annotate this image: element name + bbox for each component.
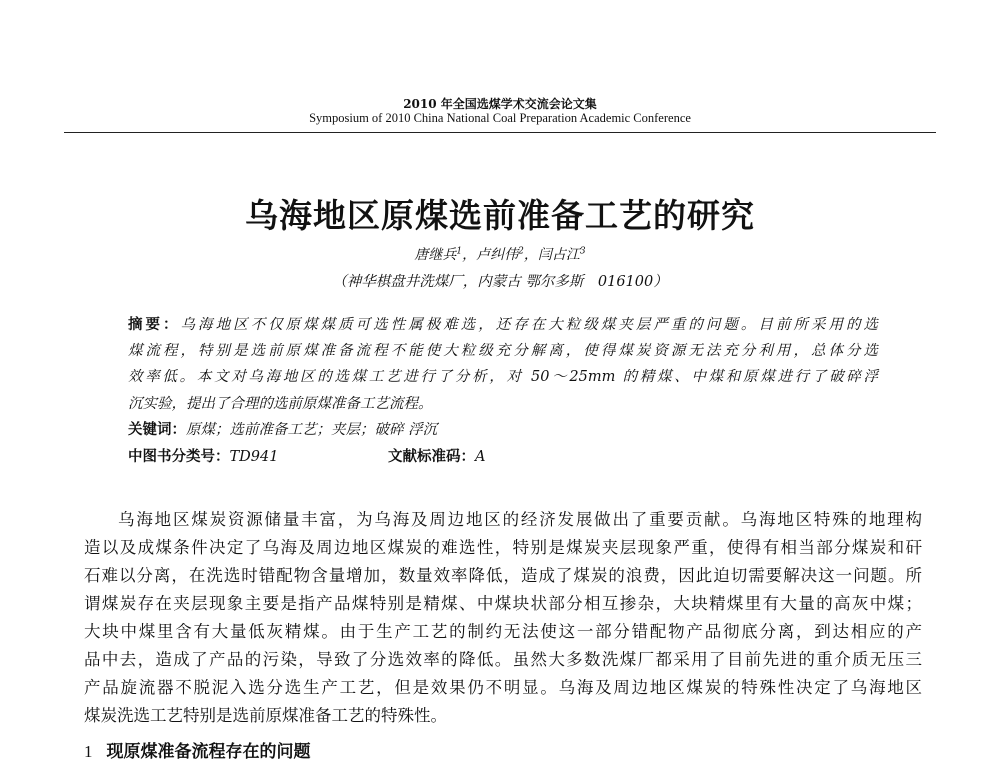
document-code-value: A [475,449,486,465]
body-line: 乌海地区煤炭资源储量丰富，为乌海及周边地区的经济发展做出了重要贡献。乌海地区特殊的地理构 [118,510,922,529]
paper-title: 乌海地区原煤选前准备工艺的研究 [245,196,755,235]
running-header-chinese: 2010 年全国选煤学术交流会论文集 [403,97,597,111]
section-heading [84,737,311,762]
body-line: 石难以分离，在洗选时错配物含量增加，数量效率降低，造成了煤炭的浪费，因此迫切需要解决这一问题。所 [84,566,922,585]
keywords [128,420,437,440]
keywords-value: 原煤；选前准备工艺；夹层；破碎 浮沉 [186,422,438,438]
document-code [388,447,485,467]
section-number: 1 [84,742,93,761]
body-line: 品中去，造成了产品的污染，导致了分选效率的降低。虽然大多数洗煤厂都采用了目前先进的重介质无压三 [84,650,922,669]
body-line: 谓煤炭存在夹层现象主要是指产品煤特别是精煤、中煤块状部分相互掺杂，大块精煤里有大量的高灰中煤； [84,594,922,613]
body-line: 煤炭洗选工艺特别是选前原煤准备工艺的特殊性。 [84,706,447,725]
abstract-line [128,315,878,335]
author-affiliation-mark: 1 [456,246,463,257]
author-affiliation-mark: 2 [518,246,524,257]
section-title: 现原煤准备流程存在的问题 [106,742,311,762]
keywords-label: 关键词： [128,422,186,438]
classification-label: 中图书分类号： [128,449,230,465]
abstract-line: 煤流程，特别是选前原煤准备流程不能使大粒级充分解离，使得煤炭资源无法充分利用，总体分选 [128,343,878,359]
body-line: 产品旋流器不脱泥入选分选生产工艺，但是效果仍不明显。乌海及周边地区煤炭的特殊性决定了乌海地区 [84,678,922,697]
abstract-text: 乌海地区不仅原煤煤质可选性属极难选，还存在大粒级煤夹层严重的问题。目前所采用的选 [180,317,879,333]
body-line: 大块中煤里含有大量低灰精煤。由于生产工艺的制约无法使这一部分错配物产品彻底分离，到达相应的产 [84,622,922,641]
abstract-line: 效率低。本文对乌海地区的选煤工艺进行了分析，对 50～25mm 的精煤、中煤和原煤进行了破碎浮 [128,369,878,385]
classification-number [128,447,278,467]
author-list [0,244,1000,264]
running-header-english: Symposium of 2010 China National Coal Preparation Academic Conference [309,111,691,125]
abstract-label: 摘要： [128,317,181,333]
author-name: 唐继兵 [414,247,457,263]
affiliation: （神华棋盘井洗煤厂，内蒙古 鄂尔多斯 016100） [332,274,668,290]
document-code-label: 文献标准码： [388,449,475,465]
author-separator: ， [523,247,538,263]
classification-value: TD941 [229,449,279,465]
abstract-line: 沉实验，提出了合理的选前原煤准备工艺流程。 [128,396,433,412]
body-line: 造以及成煤条件决定了乌海及周边地区煤炭的难选性，特别是煤炭夹层现象严重，使得有相当部分煤炭和矸 [84,538,922,557]
author-separator: ， [462,247,477,263]
author-affiliation-mark: 3 [579,246,586,257]
header-rule [64,132,936,133]
author-name: 闫占江 [537,247,580,263]
author-name: 卢纠伟 [476,247,519,263]
